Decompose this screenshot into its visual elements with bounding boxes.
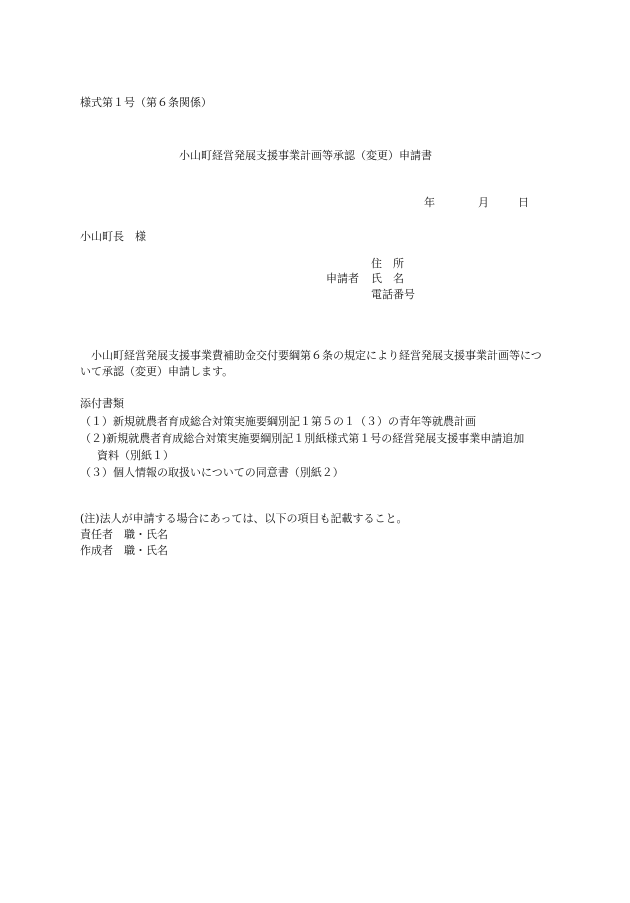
applicant-phone-label: 電話番号 bbox=[371, 288, 415, 301]
author-label: 作成者 職・氏名 bbox=[80, 544, 168, 557]
attachment-item-2 bbox=[80, 430, 560, 464]
attachment-item-3: （３）個人情報の取扱いについての同意書（別紙２） bbox=[80, 466, 344, 479]
attachment-item-1: （１）新規就農者育成総合対策実施要綱別記１第５の１（３）の青年等就農計画 bbox=[80, 415, 476, 428]
applicant-name-label: 氏 名 bbox=[371, 272, 404, 285]
responsible-person-label: 責任者 職・氏名 bbox=[80, 528, 168, 541]
date-day-label: 日 bbox=[518, 196, 529, 209]
attachments-heading: 添付書類 bbox=[80, 397, 124, 410]
applicant-address-label: 住 所 bbox=[371, 257, 404, 270]
addressee: 小山町長 様 bbox=[80, 230, 146, 243]
document-title: 小山町経営発展支援事業計画等承認（変更）申請書 bbox=[179, 149, 432, 162]
attachment-item-2-line-1: （２)新規就農者育成総合対策実施要綱別記１別紙様式第１号の経営発展支援事業申請追加 bbox=[80, 432, 525, 445]
date-month-label: 月 bbox=[478, 196, 489, 209]
corporate-note: (注)法人が申請する場合にあっては、以下の項目も記載すること。 bbox=[80, 512, 408, 525]
date-year-label: 年 bbox=[424, 196, 435, 209]
applicant-role-label: 申請者 bbox=[326, 272, 359, 285]
body-paragraph: 小山町経営発展支援事業費補助金交付要綱第６条の規定により経営発展支援事業計画等について承認（変更）申請します。 bbox=[80, 349, 542, 378]
attachment-item-2-line-2: 資料（別紙１） bbox=[97, 449, 174, 462]
form-number: 様式第１号（第６条関係） bbox=[80, 96, 212, 109]
